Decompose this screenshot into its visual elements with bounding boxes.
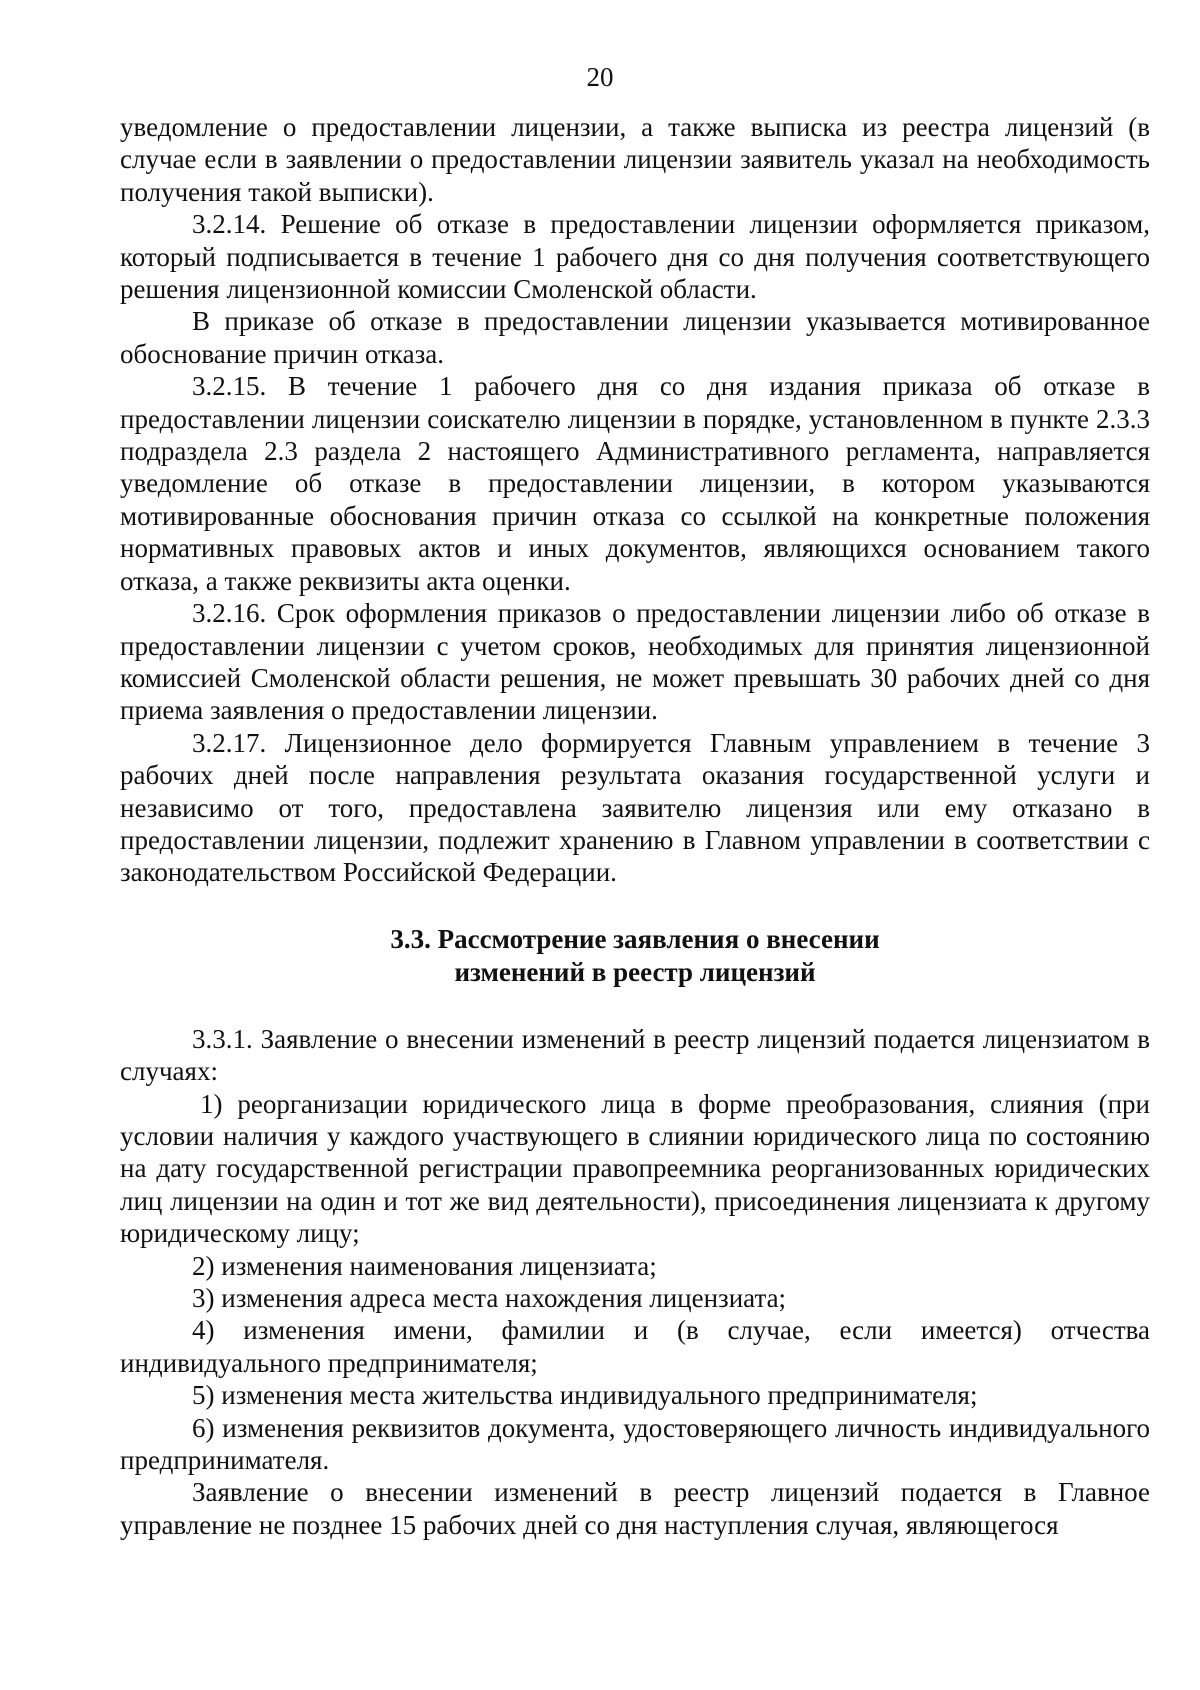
section-heading bbox=[120, 923, 1150, 989]
paragraph: уведомление о предоставлении лицензии, а также выписка из реестра лицензий (в случае если в заявлении о предоставлении лицензии заявитель указал на необходимость получения такой выписки). bbox=[120, 112, 1150, 207]
list-item: 1) реорганизации юридического лица в форме преобразования, слияния (при условии наличия у каждого участвующего в слиянии юридического лица по состоянию на дату государственной регистрации правопреемника реорганизованных юридических лиц лицензии на один и тот же вид деятельности), присоединения лицензиата к другому юридическому лицу; bbox=[120, 1088, 1150, 1249]
list-item: 2) изменения наименования лицензиата; bbox=[192, 1250, 657, 1281]
paragraph-3-2-16: 3.2.16. Срок оформления приказов о предоставлении лицензии либо об отказе в предоставлении лицензии с учетом сроков, необходимых для принятия лицензионной комиссией Смоленской области решения, не может превышать 30 рабочих дней со дня приема заявления о предоставлении лицензии. bbox=[120, 598, 1150, 726]
paragraph-3-2-15: 3.2.15. В течение 1 рабочего дня со дня издания приказа об отказе в предоставлении лицензии соискателю лицензии в порядке, установленном в пункте 2.3.3 подраздела 2.3 раздела 2 настоящего Административного регламента, направляется уведомление об отказе в предоставлении лицензии, в котором указываются мотивированные обоснования причин отказа со ссылкой на конкретные положения нормативных правовых актов и иных документов, являющихся основанием такого отказа, а также реквизиты акта оценки. bbox=[120, 371, 1150, 596]
paragraph-3-2-14: 3.2.14. Решение об отказе в предоставлении лицензии оформляется приказом, который подписывается в течение 1 рабочего дня со дня получения соответствующего решения лицензионной комиссии Смоленской области. bbox=[120, 209, 1150, 305]
document-body bbox=[120, 111, 1150, 1541]
list-item: 3) изменения адреса места нахождения лицензиата; bbox=[192, 1283, 787, 1313]
paragraph: Заявление о внесении изменений в реестр лицензий подается в Главное управление не позднее 15 рабочих дней со дня наступления случая, являющегося bbox=[120, 1477, 1150, 1540]
list-item: 6) изменения реквизитов документа, удостоверяющего личность индивидуального предпринимателя. bbox=[120, 1412, 1150, 1476]
page-number: 20 bbox=[586, 62, 614, 92]
paragraph-3-2-17: 3.2.17. Лицензионное дело формируется Главным управлением в течение 3 рабочих дней после направления результата оказания государственной услуги и независимо от того, предоставлена заявителю лицензия или ему отказано в предоставлении лицензии, подлежит хранению в Главном управлении в соответствии с законодательством Российской Федерации. bbox=[120, 727, 1150, 888]
paragraph-3-3-1: 3.3.1. Заявление о внесении изменений в реестр лицензий подается лицензиатом в случаях: bbox=[120, 1023, 1150, 1087]
paragraph: В приказе об отказе в предоставлении лицензии указывается мотивированное обоснование причин отказа. bbox=[120, 306, 1150, 369]
list-item: 5) изменения места жительства индивидуального предпринимателя; bbox=[192, 1380, 978, 1411]
list-item: 4) изменения имени, фамилии и (в случае, если имеется) отчества индивидуального предпринимателя; bbox=[120, 1315, 1150, 1378]
section-heading-line: 3.3. Рассмотрение заявления о внесении bbox=[390, 923, 880, 954]
section-heading-line: изменений в реестр лицензий bbox=[454, 956, 816, 987]
